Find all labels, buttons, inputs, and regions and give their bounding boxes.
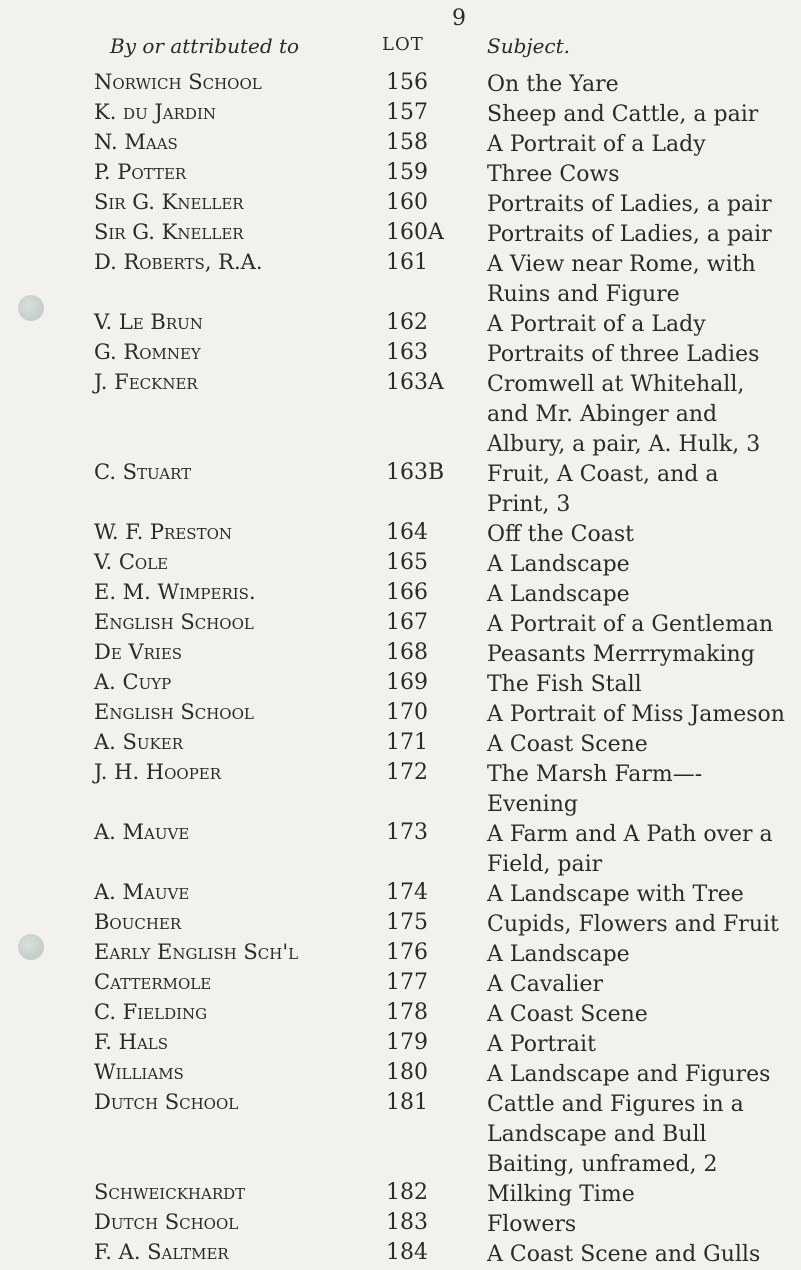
lot-number: 171 (386, 730, 428, 755)
artist-name: Norwich School (94, 70, 262, 94)
subject-text: Cupids, Flowers and Fruit (487, 912, 779, 937)
lot-row (0, 340, 801, 370)
lot-number: 177 (386, 970, 428, 995)
artist-name: A. Suker (94, 730, 183, 754)
artist-name: English School (94, 610, 254, 634)
subject-text: Flowers (487, 1212, 577, 1237)
artist-name: P. Potter (94, 160, 187, 184)
subject-text: Cattle and Figures in a Landscape and Bull Baiting, unframed, 2 (487, 1092, 744, 1177)
lot-number: 169 (386, 670, 428, 695)
subject-text: Peasants Merrrymaking (487, 642, 755, 667)
subject-text: Sheep and Cattle, a pair (487, 102, 759, 127)
subject-text: A Farm and A Path over a Field, pair (487, 822, 773, 877)
lot-row (0, 1240, 801, 1270)
lot-number: 181 (386, 1090, 428, 1115)
artist-name: N. Maas (94, 130, 178, 154)
lot-number: 172 (386, 760, 428, 785)
lot-number: 166 (386, 580, 428, 605)
artist-name: A. Mauve (94, 880, 190, 904)
lot-number: 165 (386, 550, 428, 575)
lot-number: 176 (386, 940, 428, 965)
lot-number: 175 (386, 910, 428, 935)
artist-name: Schweickhardt (94, 1180, 246, 1204)
subject-text: A Portrait of a Lady (487, 312, 706, 337)
subject-text: A Portrait of a Lady (487, 132, 706, 157)
lot-row (0, 1180, 801, 1210)
lot-list (0, 70, 801, 1270)
lot-row (0, 550, 801, 580)
lot-row (0, 1030, 801, 1060)
subject-text: A Coast Scene (487, 732, 648, 757)
subject-text: A Landscape with Tree (487, 882, 744, 907)
lot-number: 163B (386, 460, 445, 485)
artist-name: De Vries (94, 640, 183, 664)
artist-name: J. H. Hooper (94, 760, 222, 784)
subject-text: A Portrait (487, 1032, 596, 1057)
lot-row (0, 970, 801, 1000)
subject-text: Portraits of Ladies, a pair (487, 192, 772, 217)
lot-number: 158 (386, 130, 428, 155)
lot-number: 159 (386, 160, 428, 185)
lot-row (0, 310, 801, 340)
artist-name: C. Stuart (94, 460, 192, 484)
subject-text: On the Yare (487, 72, 619, 97)
subject-text: A Coast Scene (487, 1002, 648, 1027)
subject-text: Milking Time (487, 1182, 635, 1207)
lot-row (0, 460, 801, 520)
lot-row (0, 1090, 801, 1180)
lot-number: 167 (386, 610, 428, 635)
artist-name: V. Cole (94, 550, 169, 574)
artist-name: J. Feckner (94, 370, 198, 394)
artist-name: C. Fielding (94, 1000, 208, 1024)
artist-name: A. Mauve (94, 820, 190, 844)
subject-text: A Landscape (487, 942, 630, 967)
artist-name: Boucher (94, 910, 182, 934)
subject-text: A Landscape and Figures (487, 1062, 771, 1087)
subject-text: Fruit, A Coast, and a Print, 3 (487, 462, 719, 517)
lot-row (0, 160, 801, 190)
artist-name: E. M. Wimperis. (94, 580, 256, 604)
page-number: 9 (452, 6, 466, 31)
artist-name: W. F. Preston (94, 520, 232, 544)
lot-row (0, 700, 801, 730)
lot-number: 163 (386, 340, 428, 365)
subject-text: A Landscape (487, 582, 630, 607)
artist-name: Sir G. Kneller (94, 220, 244, 244)
lot-row (0, 760, 801, 820)
subject-text: The Fish Stall (487, 672, 642, 697)
lot-number: 163A (386, 370, 444, 395)
subject-text: A Portrait of Miss Jameson (487, 702, 785, 727)
lot-number: 162 (386, 310, 428, 335)
artist-name: Early English Sch'l (94, 940, 299, 964)
lot-number: 178 (386, 1000, 428, 1025)
lot-row (0, 610, 801, 640)
lot-number: 179 (386, 1030, 428, 1055)
subject-text: Off the Coast (487, 522, 635, 547)
column-header-lot: LOT (382, 34, 424, 55)
subject-text: A Cavalier (487, 972, 603, 997)
artist-name: V. Le Brun (94, 310, 203, 334)
lot-number: 180 (386, 1060, 428, 1085)
lot-number: 164 (386, 520, 428, 545)
lot-number: 157 (386, 100, 428, 125)
lot-row (0, 880, 801, 910)
artist-name: Cattermole (94, 970, 212, 994)
lot-row (0, 130, 801, 160)
lot-row (0, 190, 801, 220)
subject-text: The Marsh Farm—-Evening (487, 762, 703, 817)
subject-text: Portraits of Ladies, a pair (487, 222, 772, 247)
artist-name: Sir G. Kneller (94, 190, 244, 214)
lot-number: 184 (386, 1240, 428, 1265)
lot-number: 173 (386, 820, 428, 845)
lot-row (0, 640, 801, 670)
subject-text: A Landscape (487, 552, 630, 577)
column-header-subject: Subject. (487, 34, 571, 58)
lot-row (0, 670, 801, 700)
lot-row (0, 1060, 801, 1090)
artist-name: Williams (94, 1060, 184, 1084)
lot-row (0, 250, 801, 310)
lot-number: 182 (386, 1180, 428, 1205)
lot-row (0, 1000, 801, 1030)
lot-number: 170 (386, 700, 428, 725)
lot-number: 168 (386, 640, 428, 665)
lot-number: 160 (386, 190, 428, 215)
artist-name: A. Cuyp (94, 670, 172, 694)
lot-row (0, 70, 801, 100)
lot-row (0, 1210, 801, 1240)
subject-text: Three Cows (487, 162, 620, 187)
artist-name: F. A. Saltmer (94, 1240, 229, 1264)
subject-text: A Coast Scene and Gulls (487, 1242, 761, 1267)
artist-name: English School (94, 700, 254, 724)
lot-number: 183 (386, 1210, 428, 1235)
subject-text: A Portrait of a Gentleman (487, 612, 774, 637)
lot-row (0, 370, 801, 460)
subject-text: Cromwell at Whitehall, and Mr. Abinger and Albury, a pair, A. Hulk, 3 (487, 372, 761, 457)
lot-row (0, 940, 801, 970)
lot-number: 156 (386, 70, 428, 95)
lot-row (0, 220, 801, 250)
lot-row (0, 580, 801, 610)
artist-name: K. du Jardin (94, 100, 217, 124)
artist-name: Dutch School (94, 1210, 239, 1234)
artist-name: Dutch School (94, 1090, 239, 1114)
lot-row (0, 730, 801, 760)
lot-number: 174 (386, 880, 428, 905)
column-header-artist: By or attributed to (110, 34, 300, 58)
artist-name: F. Hals (94, 1030, 169, 1054)
lot-row (0, 520, 801, 550)
lot-number: 160A (386, 220, 444, 245)
lot-row (0, 910, 801, 940)
artist-name: D. Roberts, R.A. (94, 250, 263, 274)
subject-text: A View near Rome, with Ruins and Figure (487, 252, 756, 307)
lot-row (0, 100, 801, 130)
lot-number: 161 (386, 250, 428, 275)
subject-text: Portraits of three Ladies (487, 342, 760, 367)
lot-row (0, 820, 801, 880)
artist-name: G. Romney (94, 340, 201, 364)
